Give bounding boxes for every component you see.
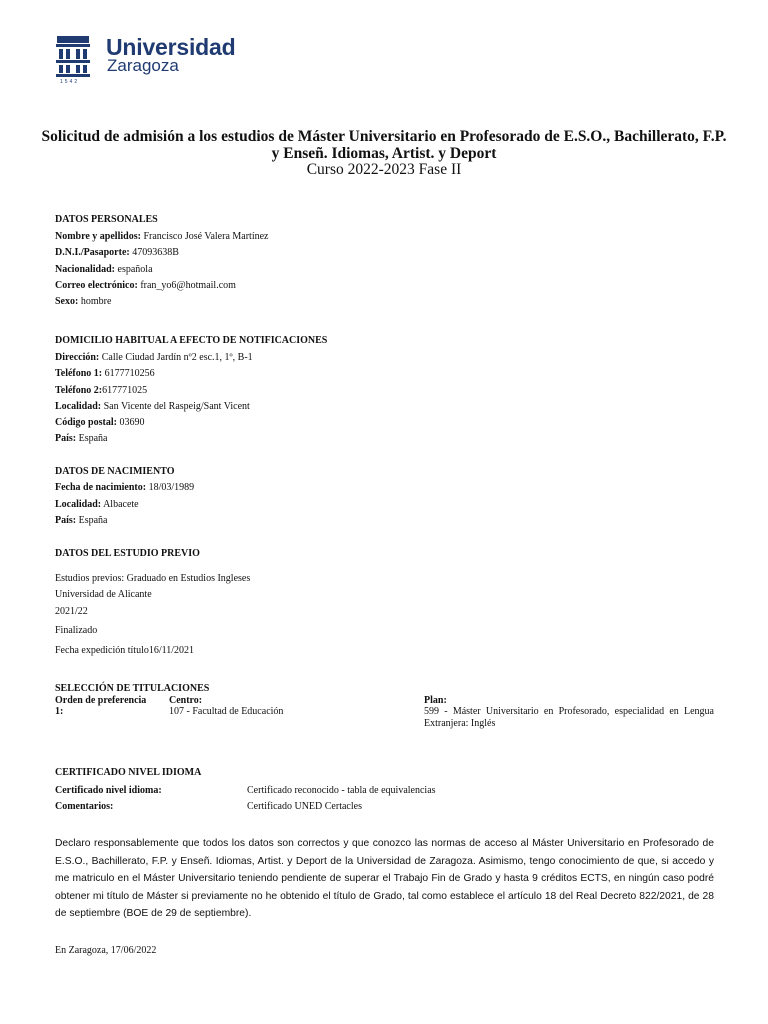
field-label: Fecha de nacimiento: [55, 482, 147, 493]
selection-center: 107 - Facultad de Educación [169, 706, 284, 717]
section-heading-language: CERTIFICADO NIVEL IDIOMA [55, 767, 202, 778]
field-phone1 [55, 368, 155, 380]
field-nationality [55, 264, 153, 276]
field-label: Correo electrónico: [55, 280, 138, 291]
field-label: Código postal: [55, 417, 117, 428]
field-country [55, 433, 108, 445]
column-header-order: Orden de preferencia [55, 695, 147, 706]
field-label: País: [55, 515, 77, 526]
field-label: Localidad: [55, 401, 102, 412]
declaration-text: Declaro responsablemente que todos los datos son correctos y que conozco las normas de acceso al Máster Universitario en Profesorado de E.S.O., Bachillerato, F.P. y Enseñ. Idiomas, Artist. y Deport de la Universidad de Zaragoza. Asimismo, tengo conocimiento de que, si accedo y me matriculo en el Máster Universitario teniendo pendiente de superar el Trabajo Fin de Grado y hasta 9 créditos ECTS, en ningún caso podré obtener mi título de Máster si previamente no he obtenido el título de Grado, tal como establece el artículo 18 del Real Decreto 822/2021, de 28 de septiembre (BOE de 29 de septiembre). [55, 838, 714, 920]
field-birth-date [55, 482, 194, 494]
field-value: España [78, 515, 108, 526]
field-label: Teléfono 2: [55, 385, 103, 396]
field-street [55, 352, 253, 364]
section-heading-personal: DATOS PERSONALES [55, 214, 158, 225]
previous-studies: Estudios previos: Graduado en Estudios Ingleses [55, 573, 251, 584]
field-value: 18/03/1989 [148, 482, 195, 493]
field-value: 47093638B [132, 247, 179, 258]
field-birth-country [55, 515, 108, 527]
field-value: 617771025 [102, 385, 148, 396]
field-zip [55, 417, 144, 429]
previous-status: Finalizado [55, 625, 98, 636]
language-comments-value: Certificado UNED Certacles [247, 801, 362, 812]
previous-university: Universidad de Alicante [55, 589, 152, 600]
logo-text-universidad: Universidad [106, 34, 236, 60]
selection-plan-line1: 599 - Máster Universitario en Profesorado, especialidad en Lengua [424, 706, 714, 717]
field-value: española [117, 264, 153, 275]
language-cert-label: Certificado nivel idioma: [55, 785, 162, 796]
building-icon [55, 35, 91, 79]
field-value: 6177710256 [104, 368, 155, 379]
logo-year: 1542 [60, 79, 80, 85]
field-town [55, 401, 250, 413]
field-value: España [78, 433, 108, 444]
field-value: Albacete [103, 499, 139, 510]
university-logo [55, 35, 255, 87]
field-value: fran_yo6@hotmail.com [140, 280, 236, 291]
field-label: País: [55, 433, 77, 444]
column-header-center: Centro: [169, 695, 203, 706]
field-name [55, 231, 269, 243]
field-value: Francisco José Valera Martínez [143, 231, 269, 242]
field-value: Calle Ciudad Jardín nº2 esc.1, 1º, B-1 [101, 352, 253, 363]
field-label: Localidad: [55, 499, 102, 510]
field-value: hombre [80, 296, 112, 307]
field-label: Sexo: [55, 296, 79, 307]
field-label: Nacionalidad: [55, 264, 116, 275]
field-phone2 [55, 385, 147, 397]
section-heading-selection: SELECCIÓN DE TITULACIONES [55, 683, 210, 694]
page-subtitle: Curso 2022-2023 Fase II [306, 161, 462, 178]
previous-year: 2021/22 [55, 606, 88, 617]
previous-issue-date: Fecha expedición título16/11/2021 [55, 645, 195, 656]
field-dni [55, 247, 179, 259]
field-sex [55, 296, 111, 308]
language-cert-value: Certificado reconocido - tabla de equivalencias [247, 785, 436, 796]
field-value: San Vicente del Raspeig/Sant Vicent [103, 401, 250, 412]
field-label: Nombre y apellidos: [55, 231, 141, 242]
column-header-plan: Plan: [424, 695, 447, 706]
field-email [55, 280, 236, 292]
page-title: Solicitud de admisión a los estudios de Máster Universitario en Profesorado de E.S.O., Bachillerato, F.P. y Enseñ. Idiomas, Artist. y Deport [41, 128, 727, 162]
section-heading-previous: DATOS DEL ESTUDIO PREVIO [55, 548, 200, 559]
field-label: D.N.I./Pasaporte: [55, 247, 130, 258]
section-heading-address: DOMICILIO HABITUAL A EFECTO DE NOTIFICACIONES [55, 335, 328, 346]
section-heading-birth: DATOS DE NACIMIENTO [55, 466, 175, 477]
field-value: 03690 [119, 417, 145, 428]
language-comments-label: Comentarios: [55, 801, 114, 812]
selection-order: 1: [55, 706, 64, 717]
field-label: Dirección: [55, 352, 100, 363]
field-label: Teléfono 1: [55, 368, 103, 379]
selection-plan-line2: Extranjera: Inglés [424, 718, 496, 729]
logo-text-zaragoza: Zaragoza [107, 56, 179, 75]
field-birth-town [55, 499, 139, 511]
footer-place-date: En Zaragoza, 17/06/2022 [55, 945, 157, 956]
